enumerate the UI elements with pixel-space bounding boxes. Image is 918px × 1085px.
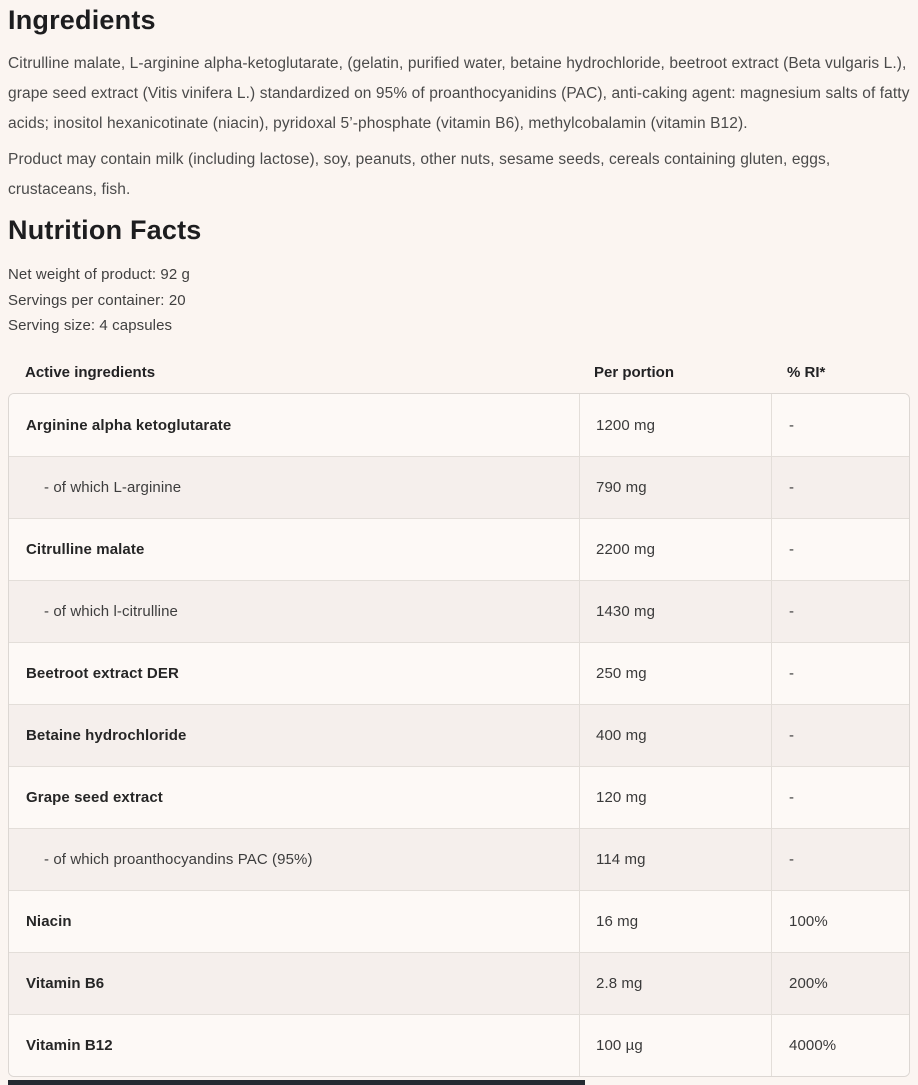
ingredient-name-cell: - of which l-citrulline <box>44 603 179 620</box>
table-row <box>9 890 909 952</box>
per-portion-cell: 1430 mg <box>579 581 771 642</box>
ri-cell: - <box>771 519 910 580</box>
header-per-portion: Per portion <box>594 363 675 381</box>
per-portion-cell: 400 mg <box>579 705 771 766</box>
table-row <box>9 518 909 580</box>
ingredient-name-cell: Vitamin B6 <box>26 975 105 992</box>
per-portion-cell: 2200 mg <box>579 519 771 580</box>
table-row <box>9 580 909 642</box>
table-row <box>9 394 909 456</box>
per-portion-cell: 16 mg <box>579 891 771 952</box>
ri-cell: - <box>771 643 910 704</box>
ingredient-name-cell: Grape seed extract <box>26 789 163 806</box>
next-section-top-edge <box>8 1080 585 1085</box>
per-portion-cell: 250 mg <box>579 643 771 704</box>
ingredient-name-cell: - of which L-arginine <box>44 479 182 496</box>
ri-cell: - <box>771 767 910 828</box>
ri-cell: 4000% <box>771 1015 910 1076</box>
serving-size-text: Serving size: 4 capsules <box>8 317 173 334</box>
per-portion-cell: 2.8 mg <box>579 953 771 1014</box>
ri-cell: - <box>771 829 910 890</box>
ri-cell: - <box>771 705 910 766</box>
table-row <box>9 456 909 518</box>
ri-cell: - <box>771 581 910 642</box>
ri-cell: - <box>771 457 910 518</box>
per-portion-cell: 790 mg <box>579 457 771 518</box>
table-row <box>9 704 909 766</box>
ingredient-name-cell: Citrulline malate <box>26 541 145 558</box>
table-row <box>9 952 909 1014</box>
table-row <box>9 828 909 890</box>
ingredient-name-cell: Vitamin B12 <box>26 1037 113 1054</box>
ingredient-name-cell: Niacin <box>26 913 72 930</box>
ri-cell: 200% <box>771 953 910 1014</box>
header-active-ingredients: Active ingredients <box>25 363 156 381</box>
table-row <box>9 642 909 704</box>
ingredients-composition-text: Citrulline malate, L-arginine alpha-ketoglutarate, (gelatin, purified water, betaine hydrochloride, beetroot extract (Beta vulgaris L.), grape seed extract (Vitis vinifera L.) standardized on 95% of proanthocyanidins (PAC), anti-caking agent: magnesium salts of fatty acids; inositol hexanicotinate (niacin), pyridoxal 5’-phosphate (vitamin B6), methylcobalamin (vitamin B12). <box>8 55 910 132</box>
table-row <box>9 766 909 828</box>
allergen-warning-text: Product may contain milk (including lactose), soy, peanuts, other nuts, sesame seeds, cereals containing gluten, eggs, crustaceans, fish. <box>8 151 831 198</box>
servings-per-container-text: Servings per container: 20 <box>8 292 186 309</box>
ri-cell: 100% <box>771 891 910 952</box>
ingredient-name-cell: Arginine alpha ketoglutarate <box>26 416 232 434</box>
per-portion-cell: 114 mg <box>579 829 771 890</box>
ingredient-name-cell: Beetroot extract DER <box>26 665 179 682</box>
per-portion-cell: 120 mg <box>579 767 771 828</box>
per-portion-cell: 1200 mg <box>579 394 771 456</box>
header-ri: % RI* <box>787 363 826 381</box>
nutrition-facts-title: Nutrition Facts <box>8 215 202 245</box>
ri-cell: - <box>771 394 910 456</box>
ingredient-name-cell: - of which proanthocyandins PAC (95%) <box>44 851 313 868</box>
ingredients-title: Ingredients <box>8 5 156 35</box>
net-weight-text: Net weight of product: 92 g <box>8 266 190 283</box>
nutrition-table-header <box>8 352 910 392</box>
nutrition-table <box>8 393 910 1077</box>
ingredient-name-cell: Betaine hydrochloride <box>26 727 187 744</box>
table-row <box>9 1014 909 1076</box>
per-portion-cell: 100 µg <box>579 1015 771 1076</box>
